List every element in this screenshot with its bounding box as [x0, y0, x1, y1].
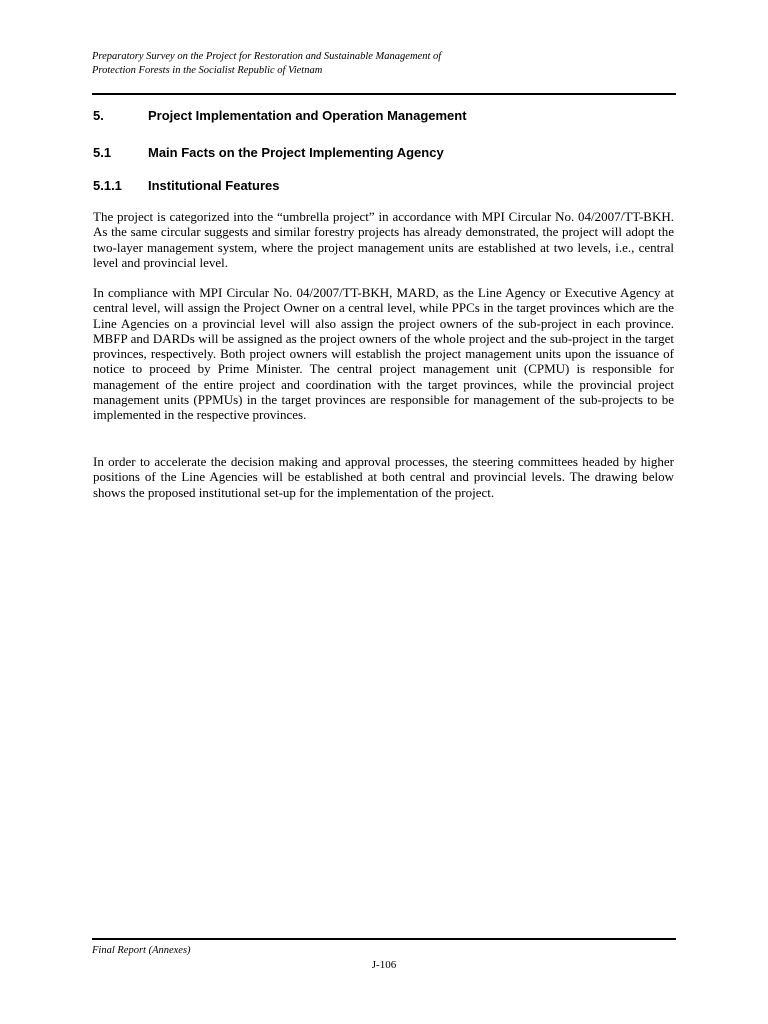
section-number: 5.	[93, 108, 104, 123]
running-header	[92, 50, 676, 78]
page-number: J-106	[371, 959, 397, 971]
footer-rule	[92, 938, 676, 940]
section-title: Project Implementation and Operation Management	[148, 108, 467, 123]
section-title: Main Facts on the Project Implementing Agency	[148, 145, 444, 160]
body-paragraph-3: In order to accelerate the decision making and approval processes, the steering committees headed by higher positions of the Line Agencies will be established at both central and provincial levels. The drawing below shows the proposed institutional set-up for the implementation of the project.	[93, 454, 674, 500]
section-number: 5.1	[93, 145, 112, 160]
section-heading-5-1	[93, 145, 444, 161]
section-heading-5-1-1	[93, 178, 279, 194]
section-heading-5	[93, 108, 467, 124]
footer-report-title: Final Report (Annexes)	[92, 945, 191, 956]
body-paragraph-1: The project is categorized into the “umbrella project” in accordance with MPI Circular No. 04/2007/TT-BKH. As the same circular suggests and similar forestry projects has already demonstrated, the project will adopt the two-layer management system, where the project management units are established at two levels, i.e., central level and provincial level.	[93, 209, 674, 270]
header-rule	[92, 93, 676, 95]
section-number: 5.1.1	[93, 178, 122, 193]
body-paragraph-2: In compliance with MPI Circular No. 04/2007/TT-BKH, MARD, as the Line Agency or Executive Agency at central level, will assign the Project Owner on a central level, while PPCs in the target provinces which are the Line Agencies on a provincial level will also assign the project owners of the sub-project in each province. MBFP and DARDs will be assigned as the project owners of the whole project and the sub-project in the target provinces, respectively. Both project owners will establish the project management units upon the issuance of notice to proceed by Prime Minister. The central project management unit (CPMU) is responsible for management of the entire project and coordination with the target provinces, while the provincial project management units (PPMUs) in the target provinces are responsible for management of the sub-projects to be implemented in the respective provinces.	[93, 285, 674, 423]
section-title: Institutional Features	[148, 178, 280, 193]
running-header-line-1: Preparatory Survey on the Project for Restoration and Sustainable Management of	[92, 51, 442, 62]
running-header-line-2: Protection Forests in the Socialist Republic of Vietnam	[92, 65, 323, 76]
